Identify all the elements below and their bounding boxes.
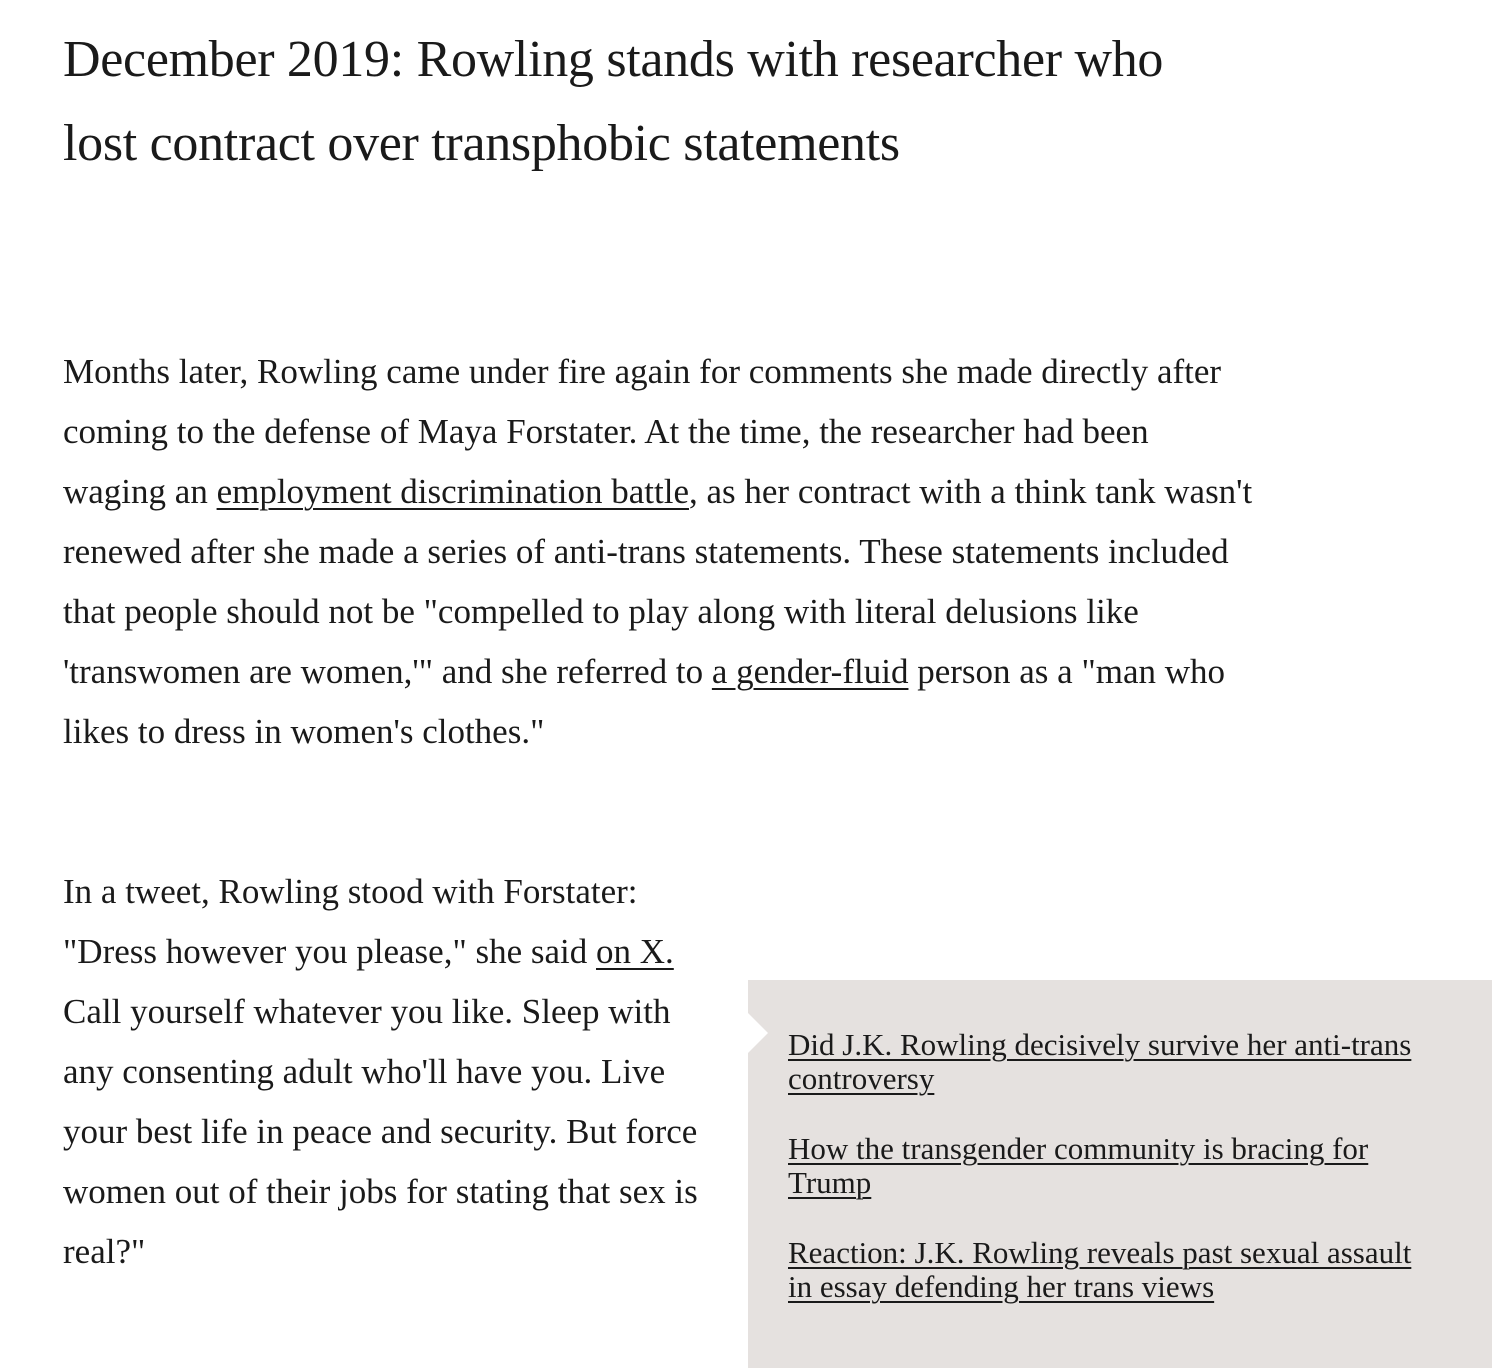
employment-discrimination-link[interactable]: employment discrimination battle <box>216 472 689 511</box>
paragraph-2-text-2: Call yourself whatever you like. Sleep with any consenting adult who'll have you. Live your best life in peace and security. But force women out of their jobs for stating that sex is real?" <box>63 992 698 1271</box>
article-paragraph-2 <box>63 862 703 1282</box>
paragraph-1-text-2: , as her contract with a think tank wasn't renewed after she made a series of anti-trans statements. These statements included that people should not be "compelled to play along with literal delusions like 'transwomen are women,'" and she referred to <box>63 472 1253 691</box>
paragraph-1-text-3: person as a "man who likes to dress in women's clothes." <box>63 652 1226 751</box>
article-heading: December 2019: Rowling stands with researcher who lost contract over transphobic statements <box>63 31 1164 172</box>
gender-fluid-link[interactable]: a gender-fluid <box>711 652 909 691</box>
paragraph-1-text-1: Months later, Rowling came under fire again for comments she made directly after coming to the defense of Maya Forstater. At the time, the researcher had been waging an <box>63 352 1222 511</box>
related-link-transgender-trump[interactable]: How the transgender community is bracing for Trump <box>788 1131 1369 1200</box>
article-paragraph-1 <box>63 342 1253 762</box>
related-link-rowling-survive[interactable]: Did J.K. Rowling decisively survive her anti-trans controversy <box>788 1027 1412 1096</box>
related-link-rowling-essay[interactable]: Reaction: J.K. Rowling reveals past sexual assault in essay defending her trans views <box>788 1235 1412 1304</box>
related-articles-box <box>748 980 1492 1368</box>
paragraph-2-text-1: In a tweet, Rowling stood with Forstater: "Dress however you please," she said <box>63 872 638 971</box>
on-x-link[interactable]: on X. <box>596 932 674 971</box>
